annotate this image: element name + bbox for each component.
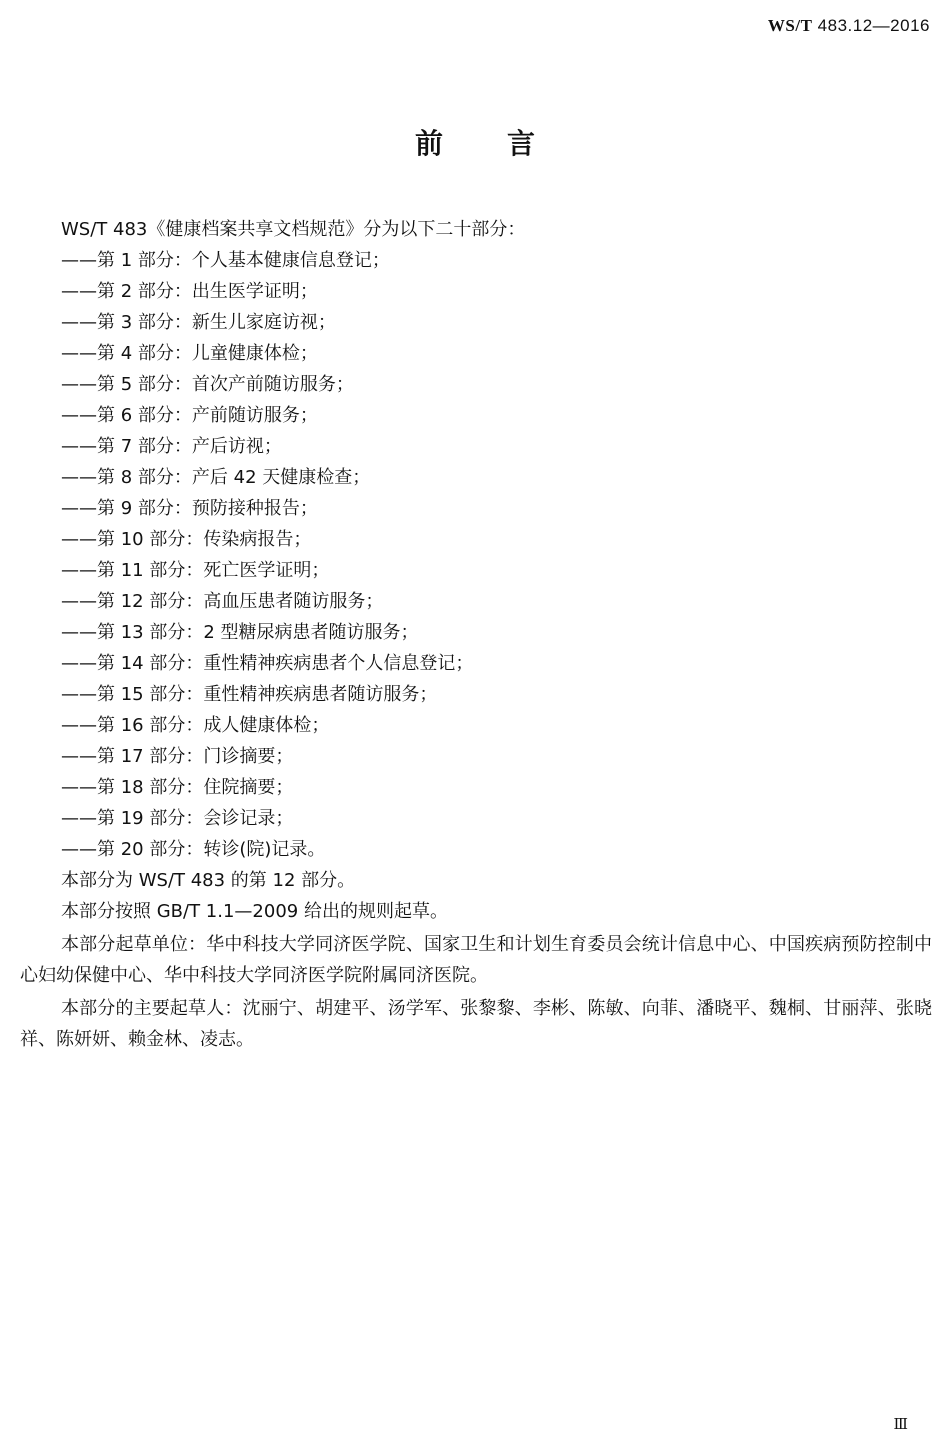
list-item: ——第 13 部分：2 型糖尿病患者随访服务； bbox=[61, 622, 419, 643]
foreword-body bbox=[20, 214, 932, 1055]
drafting-rules-paragraph: 本部分按照 GB/T 1.1—2009 给出的规则起草。 bbox=[61, 901, 448, 922]
document-code-prefix: WS/T bbox=[767, 16, 813, 35]
list-item: ——第 3 部分：新生儿家庭访视； bbox=[61, 312, 336, 333]
list-item: ——第 15 部分：重性精神疾病患者随访服务； bbox=[61, 684, 438, 705]
drafters-paragraph: 本部分的主要起草人：沈丽宁、胡建平、汤学军、张黎黎、李彬、陈敏、向菲、潘晓平、魏桐、甘丽萍、张晓祥、陈妍妍、赖金林、凌志。 bbox=[20, 998, 932, 1050]
document-code-number: 483.12—2016 bbox=[817, 16, 930, 35]
list-item: ——第 4 部分：儿童健康体检； bbox=[61, 343, 318, 364]
list-item: ——第 10 部分：传染病报告； bbox=[61, 529, 312, 550]
list-item: ——第 20 部分：转诊(院)记录。 bbox=[61, 839, 326, 860]
list-item: ——第 14 部分：重性精神疾病患者个人信息登记； bbox=[61, 653, 474, 674]
list-item: ——第 12 部分：高血压患者随访服务； bbox=[61, 591, 384, 612]
list-item: ——第 2 部分：出生医学证明； bbox=[61, 281, 318, 302]
drafting-units-paragraph: 本部分起草单位：华中科技大学同济医学院、国家卫生和计划生育委员会统计信息中心、中国疾病预防控制中心妇幼保健中心、华中科技大学同济医学院附属同济医院。 bbox=[20, 934, 932, 986]
list-item: ——第 5 部分：首次产前随访服务； bbox=[61, 374, 354, 395]
part-of-paragraph: 本部分为 WS/T 483 的第 12 部分。 bbox=[61, 870, 356, 891]
list-item: ——第 19 部分：会诊记录； bbox=[61, 808, 294, 829]
list-item: ——第 9 部分：预防接种报告； bbox=[61, 498, 318, 519]
list-item: ——第 16 部分：成人健康体检； bbox=[61, 715, 330, 736]
list-item: ——第 18 部分：住院摘要； bbox=[61, 777, 294, 798]
page-title: 前言 bbox=[414, 127, 599, 160]
list-item: ——第 1 部分：个人基本健康信息登记； bbox=[61, 250, 390, 271]
list-item: ——第 8 部分：产后 42 天健康检查； bbox=[61, 467, 371, 488]
document-code bbox=[768, 16, 930, 36]
page-number: Ⅲ bbox=[893, 1415, 908, 1433]
list-item: ——第 7 部分：产后访视； bbox=[61, 436, 282, 457]
list-item: ——第 17 部分：门诊摘要； bbox=[61, 746, 294, 767]
list-item: ——第 6 部分：产前随访服务； bbox=[61, 405, 318, 426]
list-item: ——第 11 部分：死亡医学证明； bbox=[61, 560, 330, 581]
intro-paragraph: WS/T 483《健康档案共享文档规范》分为以下二十部分： bbox=[61, 219, 526, 240]
parts-list bbox=[20, 245, 932, 865]
